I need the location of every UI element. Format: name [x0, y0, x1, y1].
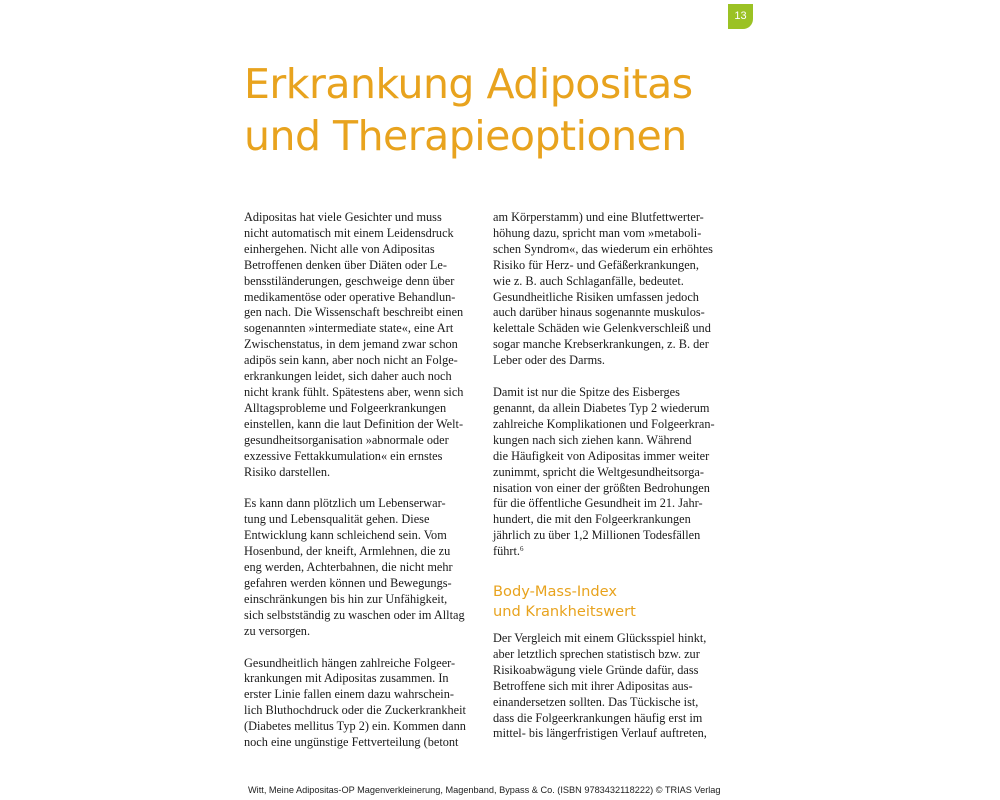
text-line: führt.$^6$	[493, 544, 524, 559]
text-line: Damit ist nur die Spitze des Eisberges	[493, 385, 680, 400]
text-line: erkrankungen leidet, sich daher auch noch	[244, 369, 452, 384]
text-line: nisation von einer der größten Bedrohungen	[493, 480, 710, 495]
text-line: tung und Lebensqualität gehen. Diese	[244, 512, 430, 527]
chapter-title-line: und Therapieoptionen	[244, 112, 687, 160]
text-line: kungen nach sich ziehen kann. Während	[493, 432, 692, 447]
text-line: lich Bluthochdruck oder die Zuckerkrankheit	[244, 703, 466, 718]
text-line: exzessive Fettakkumulation« ein ernstes	[244, 448, 443, 463]
text-line: nicht automatisch mit einem Leidensdruck	[244, 225, 454, 240]
text-line: gen nach. Die Wissenschaft beschreibt einen	[244, 305, 464, 320]
text-line: Risiko darstellen.	[244, 464, 331, 479]
text-line: am Körperstamm) und eine Blutfettwerter-	[493, 210, 704, 224]
text-line: gesundheitsorganisation »abnormale oder	[244, 432, 449, 447]
text-line: Es kann dann plötzlich um Lebenserwar-	[244, 496, 446, 511]
paragraph	[244, 210, 489, 480]
subheading-line: Body-Mass-Index	[493, 583, 618, 601]
text-line: genannt, da allein Diabetes Typ 2 wiederum	[493, 400, 710, 415]
text-line: Der Vergleich mit einem Glücksspiel hinkt,	[493, 631, 707, 646]
text-line: Betroffenen denken über Diäten oder Le-	[244, 257, 447, 272]
text-line: Alltagsprobleme und Folgeerkrankungen	[244, 400, 447, 415]
text-line: zahlreiche Komplikationen und Folgeerkran-	[493, 416, 715, 431]
text-line: zunimmt, spricht die Weltgesundheitsorga-	[493, 464, 704, 479]
text-line: Zwischenstatus, in dem jemand zwar schon	[244, 337, 458, 352]
text-line: für die öffentliche Gesundheit im 21. Jahr-	[493, 496, 703, 511]
text-line: einhergehen. Nicht alle von Adipositas	[244, 241, 435, 256]
paragraph	[493, 385, 738, 560]
text-line: gefahren werden können und Bewegungs-	[244, 575, 452, 590]
text-line: sich selbstständig zu waschen oder im Alltag	[244, 607, 465, 622]
left-text-column	[244, 210, 489, 767]
text-line: Risikoabwägung viele Gründe dafür, dass	[493, 662, 699, 677]
section-subheading	[493, 582, 738, 622]
text-line: auch darüber hinaus sogenannte muskulos-	[493, 305, 705, 320]
text-line: aber letztlich sprechen statistisch bzw. zur	[493, 646, 700, 661]
paragraph	[244, 656, 489, 751]
text-line: (Diabetes mellitus Typ 2) ein. Kommen dann	[244, 719, 466, 734]
text-line: dass die Folgeerkrankungen häufig erst im	[493, 710, 703, 725]
text-line: Gesundheitlich hängen zahlreiche Folgeer-	[244, 655, 456, 670]
text-line: Leber oder des Darms.	[493, 353, 605, 368]
text-line: einschränkungen bis hin zur Unfähigkeit,	[244, 591, 448, 606]
text-line: jährlich zu über 1,2 Millionen Todesfällen	[493, 528, 701, 543]
footnote-reference[interactable]: 6	[519, 545, 524, 554]
text-line: Gesundheitliche Risiken umfassen jedoch	[493, 289, 699, 304]
text-line: mittel- bis längerfristigen Verlauf auftreten,	[493, 726, 707, 741]
text-line: noch eine ungünstige Fettverteilung (betont	[244, 735, 459, 750]
page-footer-citation: Witt, Meine Adipositas-OP Magenverkleinerung, Magenband, Bypass & Co. (ISBN 9783432118222) © TRIAS Verlag	[248, 785, 721, 795]
text-line: hundert, die mit den Folgeerkrankungen	[493, 512, 691, 527]
text-line: Entwicklung kann schleichend sein. Vom	[244, 528, 447, 543]
text-line: nicht krank fühlt. Spätestens aber, wenn sich	[244, 384, 464, 399]
text-line: Betroffene sich mit ihrer Adipositas aus-	[493, 678, 693, 693]
page-number-badge: 13	[728, 4, 753, 29]
chapter-title	[244, 58, 764, 162]
text-line: einstellen, kann die laut Definition der Welt-	[244, 416, 464, 431]
text-line: sogar manche Krebserkrankungen, z. B. der	[493, 337, 709, 352]
text-line: wie z. B. auch Schlaganfälle, bedeutet.	[493, 273, 684, 288]
text-line: Risiko für Herz- und Gefäßerkrankungen,	[493, 257, 699, 272]
text-line: zu versorgen.	[244, 623, 311, 638]
text-line: adipös sein kann, aber noch nicht an Folge-	[244, 353, 458, 368]
right-text-column	[493, 210, 738, 758]
text-line: medikamentöse oder operative Behandlun-	[244, 289, 456, 304]
text-line: einandersetzen sollten. Das Tückische ist,	[493, 694, 699, 709]
text-line: kelettale Schäden wie Gelenkverschleiß und	[493, 321, 711, 336]
text-line: schen Syndrom«, das wiederum ein erhöhtes	[493, 241, 713, 256]
subheading-line: und Krankheitswert	[493, 603, 636, 621]
text-line: Adipositas hat viele Gesichter und muss	[244, 210, 442, 224]
text-line: die Häufigkeit von Adipositas immer weiter	[493, 448, 710, 463]
paragraph	[493, 631, 738, 742]
text-line: eng werden, Achterbahnen, die nicht mehr	[244, 560, 453, 575]
text-line: krankungen mit Adipositas zusammen. In	[244, 671, 449, 686]
paragraph	[493, 210, 738, 369]
chapter-title-line: Erkrankung Adipositas	[244, 60, 693, 108]
text-line: Hosenbund, der kneift, Armlehnen, die zu	[244, 544, 451, 559]
text-line: erster Linie fallen einem dazu wahrschein-	[244, 687, 454, 702]
text-line: höhung dazu, spricht man vom »metaboli-	[493, 225, 702, 240]
text-line: bensstiländerungen, geschweige denn über	[244, 273, 455, 288]
text-line: sogenannten »intermediate state«, eine Art	[244, 321, 454, 336]
paragraph	[244, 496, 489, 639]
